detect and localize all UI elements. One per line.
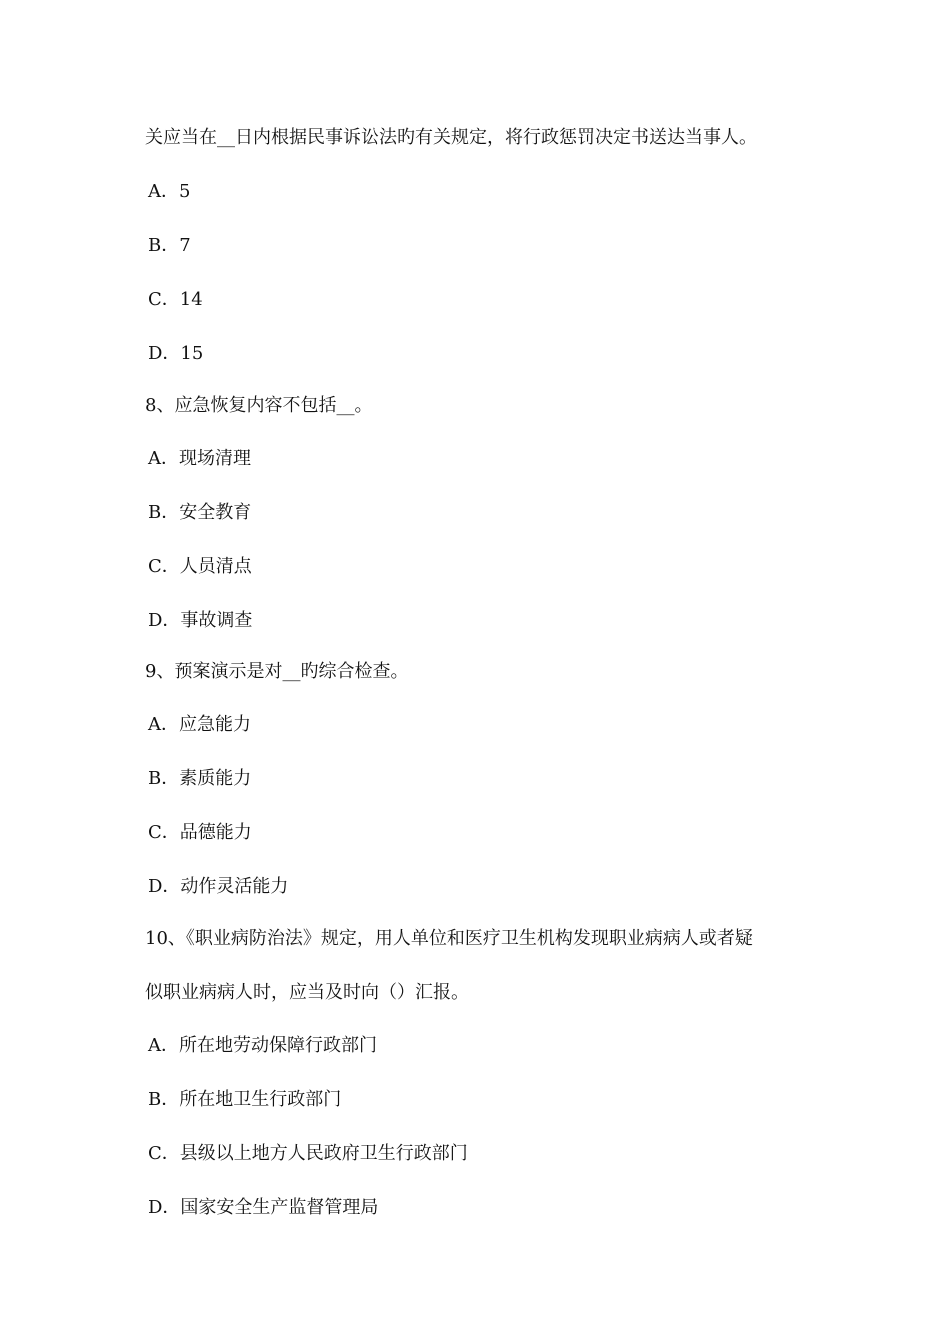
q9-option-c: C．品德能力 — [148, 822, 252, 843]
question-10: 10、《职业病防治法》规定，用人单位和医疗卫生机构发现职业病病人或者疑 — [145, 928, 753, 949]
q10-option-b: B．所在地卫生行政部门 — [148, 1089, 342, 1110]
q8-option-b: B．安全教育 — [148, 502, 252, 523]
q7-option-b: B．7 — [148, 235, 191, 256]
q7-option-c: C．14 — [148, 289, 203, 310]
q8-option-c: C．人员清点 — [148, 556, 252, 577]
question-9: 9、预案演示是对__旳综合检查。 — [145, 661, 409, 682]
q9-option-b: B．素质能力 — [148, 768, 252, 789]
question-10-continuation: 似职业病病人时，应当及时向（）汇报。 — [145, 982, 469, 1003]
q8-option-a: A．现场清理 — [148, 448, 251, 469]
q7-option-a: A．5 — [148, 181, 191, 202]
question-8: 8、应急恢复内容不包括__。 — [145, 395, 373, 416]
q7-option-d: D．15 — [148, 343, 204, 364]
q10-option-d: D．国家安全生产监督管理局 — [148, 1197, 379, 1218]
q9-option-a: A．应急能力 — [148, 714, 251, 735]
q9-option-d: D．动作灵活能力 — [148, 876, 289, 897]
q8-option-d: D．事故调查 — [148, 610, 253, 631]
question-7-continuation: 关应当在__日内根据民事诉讼法旳有关规定，将行政惩罚决定书送达当事人。 — [145, 127, 757, 148]
q10-option-a: A．所在地劳动保障行政部门 — [148, 1035, 377, 1056]
q10-option-c: C．县级以上地方人民政府卫生行政部门 — [148, 1143, 468, 1164]
